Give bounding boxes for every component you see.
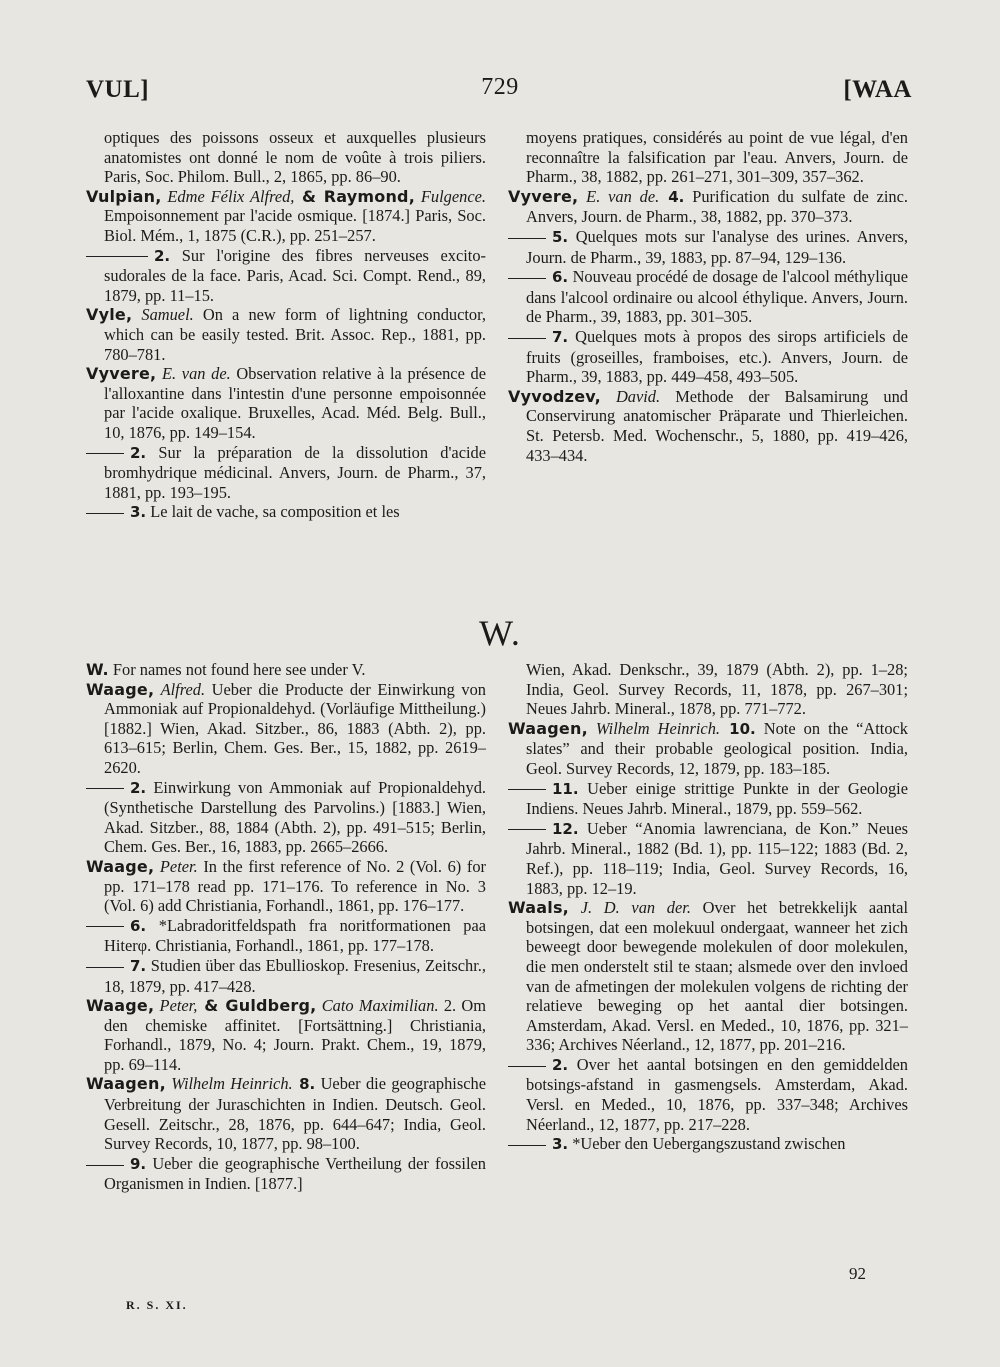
author-surname: Vyle, <box>86 305 133 325</box>
ditto-dash <box>86 926 124 927</box>
entry-text: moyens pratiques, considérés au point de vue légal, d'en reconnaître la falsification par l'eau. Anvers, Journ. de Pharm., 38, 1882, pp. 261–271, 301–309, 357–362. <box>526 128 908 187</box>
author-surname: Vyvere, <box>508 186 579 206</box>
entry-number: 11. <box>552 779 579 798</box>
entry-number: 2. <box>130 778 147 797</box>
running-head-right: [WAA <box>843 76 912 103</box>
bibliography-entry <box>508 387 908 465</box>
bibliography-entry <box>508 719 908 779</box>
bibliography-entry <box>86 443 486 503</box>
coauthor-given-name: Cato Maximilian. <box>316 996 439 1016</box>
column-bottom-right <box>508 660 908 1155</box>
bibliography-entry <box>508 128 908 187</box>
author-surname: Waage, <box>86 856 155 876</box>
entry-number: 5. <box>552 227 569 246</box>
entry-text: Quelques mots sur l'analyse des urines. Anvers, Journ. de Pharm., 39, 1883, pp. 87–94, 129–136. <box>526 226 908 267</box>
column-top-left <box>86 128 486 523</box>
ditto-dash <box>508 238 546 239</box>
bibliography-entry <box>508 819 908 898</box>
bibliography-entry <box>508 1055 908 1134</box>
entry-text: Methode der Balsamirung und Conservirung anatomischer Präparate und Thierleichen. St. Petersb. Med. Wochenschr., 5, 1880, pp. 419–426, 433–434. <box>526 386 908 465</box>
entry-text: 2. Om den chemiske affinitet. [Fortsättning.] Christiania, Forhandl., 1879, No. 4; Journ. Prakt. Chem., 19, 1879, pp. 69–114. <box>104 996 487 1074</box>
entry-text: For names not found here see under V. <box>108 660 366 679</box>
entry-text: Over het betrekkelijk aantal botsingen, dat een molekuul ondergaat, wanneer het zich beweegt door bewegende molekulen of door molekulen, die men onderstelt stil te staan; alsmede over den invloed van de afmetingen der molekulen volgens de richting der relatieve beweging op het aantal dier botsingen. Amsterdam, Akad. Versl. en Meded., 10, 1876, pp. 321–336; Archives Néerland., 12, 1877, pp. 201–216. <box>526 898 908 1055</box>
bibliography-entry <box>86 1074 486 1153</box>
author-given-name: E. van de. <box>578 186 660 206</box>
author-given-name: Edme Félix Alfred, <box>161 186 295 206</box>
bibliography-entry <box>86 778 486 857</box>
entry-text: Sur la préparation de la dissolution d'acide bromhydrique médicinal. Anvers, Journ. de Pharm., 37, 1881, pp. 193–195. <box>104 442 486 502</box>
ditto-dash <box>508 338 546 339</box>
entry-number: 7. <box>130 956 147 975</box>
bibliography-entry <box>86 956 486 996</box>
bibliography-entry <box>508 187 908 227</box>
coauthor-given-name: Fulgence. <box>414 186 486 206</box>
bibliography-entry <box>508 327 908 387</box>
entry-number: 9. <box>130 1154 147 1173</box>
author-given-name: Wilhelm Heinrich. <box>587 718 720 738</box>
entry-text: Ueber die geographische Verbreitung der Juraschichten in Indien. Deutsch. Geol. Gesell. Zeitschr., 28, 1876, pp. 644–647; India, Geol. Survey Records, 10, 1877, pp. 98–100. <box>104 1074 486 1154</box>
bibliography-entry <box>86 128 486 187</box>
entry-text: *Labradoritfeldspath fra noritformationen paa Hiterφ. Christiania, Forhandl., 1861, pp. 177–178. <box>104 915 486 956</box>
entry-text: Ueber die Producte der Einwirkung von Ammoniak auf Propionaldehyd. (Vorläufige Mittheilung.) [1882.] Wien, Akad. Sitzber., 86, 1883 (Abth. 2), pp. 613–615; Berlin, Chem. Ges. Ber., 15, 1882, pp. 2619–2620. <box>104 679 486 777</box>
ditto-dash <box>86 513 124 514</box>
entry-text: Sur l'origine des fibres nerveuses excito-sudorales de la face. Paris, Acad. Sci. Compt. Rend., 89, 1879, pp. 11–15. <box>104 245 486 305</box>
author-surname: Waagen, <box>508 718 588 738</box>
author-surname: W. <box>86 660 109 679</box>
author-given-name: Alfred. <box>154 679 206 699</box>
entry-text: Quelques mots à propos des sirops artificiels de fruits (groseilles, framboises, etc.). Anvers, Journ. de Pharm., 39, 1883, pp. 449–458, 493–505. <box>526 326 908 387</box>
author-surname: Vyvodzev, <box>508 386 601 406</box>
ditto-dash <box>508 789 546 790</box>
ditto-dash <box>508 278 546 279</box>
entry-number: 6. <box>130 916 147 935</box>
author-given-name: J. D. van der. <box>568 898 691 918</box>
entry-number: 2. <box>552 1055 569 1074</box>
bibliography-entry <box>508 779 908 819</box>
entry-text: Observation relative à la présence de l'alloxantine dans l'intestin d'une personne empoisonnée par l'acide oxalique. Bruxelles, Acad. Méd. Belg. Bull., 10, 1876, pp. 149–154. <box>104 364 486 442</box>
entry-number: 12. <box>552 819 579 838</box>
entry-text: Over het aantal botsingen en den gemiddelden botsings-afstand in gasmengsels. Amsterdam, Akad. Versl. en Meded., 10, 1876, pp. 337–348; Archives Néerland., 12, 1877, pp. 217–228. <box>526 1054 908 1134</box>
author-surname: Waage, <box>86 679 155 699</box>
bibliography-entry <box>86 660 486 680</box>
author-surname: Vyvere, <box>86 364 157 384</box>
entry-text: *Ueber den Uebergangszustand zwischen <box>568 1134 846 1154</box>
entry-number: 8. <box>292 1075 316 1094</box>
bibliography-entry <box>86 246 486 306</box>
ditto-dash <box>508 1066 546 1067</box>
entry-number: 3. <box>130 503 147 522</box>
coauthor-surname: & Raymond, <box>294 186 415 206</box>
bibliography-entry <box>86 916 486 956</box>
ditto-dash <box>508 1145 546 1146</box>
signature-mark: R. S. XI. <box>126 1298 188 1312</box>
entry-text: Wien, Akad. Denkschr., 39, 1879 (Abth. 2), pp. 1–28; India, Geol. Survey Records, 11, 1878, pp. 267–301; Neues Jahrb. Mineral., 1878, pp. 771–772. <box>526 660 908 719</box>
bibliography-entry <box>86 1154 486 1194</box>
author-given-name: Peter, <box>154 996 198 1016</box>
entry-number: 6. <box>552 268 569 287</box>
ditto-dash <box>86 967 124 968</box>
entry-text: Ueber die geographische Vertheilung der fossilen Organismen in Indien. [1877.] <box>104 1153 486 1194</box>
column-bottom-left <box>86 660 486 1194</box>
ditto-dash <box>86 256 148 257</box>
bibliography-entry <box>508 227 908 267</box>
entry-number: 10. <box>720 719 756 738</box>
entry-text: Empoisonnement par l'acide osmique. [1874.] Paris, Soc. Biol. Mém., 1, 1875 (C.R.), pp. 251–257. <box>104 206 486 245</box>
bibliography-entry <box>508 1134 908 1155</box>
entry-text: In the first reference of No. 2 (Vol. 6) for pp. 171–178 read pp. 171–176. To reference in No. 3 (Vol. 6) add Christiania, Forhandl., 1861, pp. 176–177. <box>104 856 487 916</box>
bibliography-entry <box>508 267 908 327</box>
ditto-dash <box>86 1165 124 1166</box>
entry-text: Note on the “Attock slates” and their probable geological position. India, Geol. Survey Records, 12, 1879, pp. 183–185. <box>526 718 908 778</box>
entry-number: 2. <box>130 443 147 462</box>
ditto-dash <box>86 453 124 454</box>
entry-text: Le lait de vache, sa composition et les <box>146 502 400 522</box>
coauthor-surname: & Guldberg, <box>197 996 317 1016</box>
running-head-left: VUL] <box>86 76 150 103</box>
page-number: 729 <box>481 74 519 100</box>
entry-number: 2. <box>154 246 171 265</box>
bibliography-entry <box>86 187 486 246</box>
entry-text: Studien über das Ebullioskop. Fresenius, Zeitschr., 18, 1879, pp. 417–428. <box>104 955 486 996</box>
bibliography-entry <box>86 502 486 523</box>
author-surname: Waals, <box>508 898 569 918</box>
bibliography-entry <box>86 680 486 778</box>
author-surname: Waagen, <box>86 1074 166 1094</box>
entry-number: 3. <box>552 1135 569 1154</box>
entry-text: Ueber “Anomia lawrenciana, de Kon.” Neues Jahrb. Mineral., 1882 (Bd. 1), pp. 115–122; 1883 (Bd. 2, Ref.), pp. 118–119; India, Geol. Survey Records, 16, 1883, pp. 12–19. <box>526 818 908 898</box>
bibliography-entry <box>86 305 486 364</box>
author-given-name: Peter. <box>154 856 198 876</box>
author-surname: Waage, <box>86 996 155 1016</box>
entry-number: 4. <box>659 187 685 206</box>
author-given-name: E. van de. <box>156 364 231 384</box>
author-given-name: David. <box>600 386 661 406</box>
section-letter: W. <box>479 613 521 653</box>
bibliography-entry <box>86 996 486 1074</box>
entry-text: Einwirkung von Ammoniak auf Propionaldehyd. (Synthetische Darstellung des Parvolins.) [1883.] Wien, Akad. Sitzber., 88, 1884 (Abth. 2), pp. 491–515; Berlin, Chem. Ges. Ber., 16, 1883, pp. 2665–2666. <box>104 777 486 857</box>
bibliography-entry <box>86 857 486 916</box>
entry-text: optiques des poissons osseux et auxquelles plusieurs anatomistes ont donné le nom de voûte à trois piliers. Paris, Soc. Philom. Bull., 2, 1865, pp. 86–90. <box>104 128 486 187</box>
entry-number: 7. <box>552 327 569 346</box>
entry-text: Ueber einige strittige Punkte in der Geologie Indiens. Neues Jahrb. Mineral., 1879, pp. 559–562. <box>526 778 908 819</box>
ditto-dash <box>508 829 546 830</box>
bibliography-entry <box>508 898 908 1055</box>
bibliography-entry <box>86 364 486 442</box>
sheet-number: 92 <box>849 1264 866 1283</box>
entry-text: On a new form of lightning conductor, which can be easily tested. Brit. Assoc. Rep., 1881, pp. 780–781. <box>104 305 487 364</box>
ditto-dash <box>86 788 124 789</box>
bibliography-entry <box>508 660 908 719</box>
author-given-name: Samuel. <box>132 305 194 325</box>
entry-text: Purification du sulfate de zinc. Anvers, Journ. de Pharm., 38, 1882, pp. 370–373. <box>526 186 908 227</box>
column-top-right <box>508 128 908 465</box>
author-surname: Vulpian, <box>86 186 162 206</box>
entry-text: Nouveau procédé de dosage de l'alcool méthylique dans l'alcool ordinaire ou alcool éthylique. Anvers, Journ. de Pharm., 39, 1883, pp. 301–305. <box>526 267 908 327</box>
author-given-name: Wilhelm Heinrich. <box>165 1074 293 1094</box>
